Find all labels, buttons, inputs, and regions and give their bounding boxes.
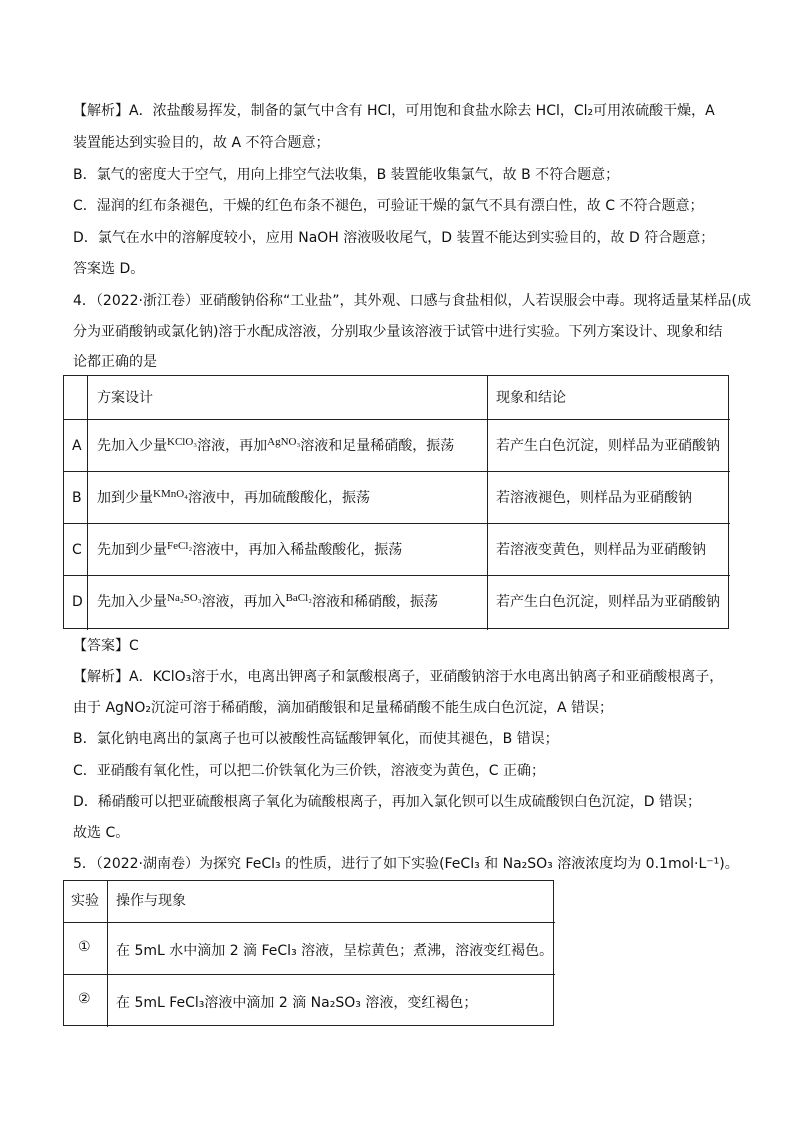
row-label: A bbox=[72, 438, 82, 454]
stem-line: 论都正确的是 bbox=[73, 354, 157, 370]
result-cell: 若溶液变黄色，则样品为亚硝酸钠 bbox=[496, 542, 706, 558]
analysis-line: B．氯气的密度大于空气，用向上排空气法收集，B 装置能收集氯气，故 B 不符合题意； bbox=[73, 167, 620, 183]
table-header-result: 现象和结论 bbox=[496, 390, 566, 406]
analysis-line: D．稀硝酸可以把亚硫酸根离子氧化为硫酸根离子，再加入氯化钡可以生成硫酸钡白色沉淀，D 错误； bbox=[73, 794, 702, 810]
question-4-table bbox=[63, 375, 729, 629]
stem-line: 分为亚硝酸钠或氯化钠)溶于水配成溶液，分别取少量该溶液于试管中进行实验。下列方案设计、现象和结 bbox=[73, 324, 723, 340]
design-cell: 先加到少量$^{FeCl_2}$溶液中，再加入稀盐酸酸化，振荡 bbox=[97, 540, 403, 558]
stem-line: 4．（2022·浙江卷）亚硝酸钠俗称“工业盐”，其外观、口感与食盐相似，人若误服会中毒。现将适量某样品(成 bbox=[73, 293, 751, 309]
row-label: B bbox=[72, 490, 82, 506]
result-cell: 若溶液褪色，则样品为亚硝酸钠 bbox=[496, 490, 692, 506]
question-5-table bbox=[63, 880, 554, 1026]
analysis-line: 答案选 D。 bbox=[73, 261, 145, 277]
table-header-design: 方案设计 bbox=[97, 390, 153, 406]
row-label: ② bbox=[78, 991, 91, 1007]
analysis-line: C．亚硝酸有氧化性，可以把二价铁氧化为三价铁，溶液变为黄色，C 正确； bbox=[73, 763, 545, 779]
analysis-line: 【解析】A．KClO₃溶于水，电离出钾离子和氯酸根离子，亚硝酸钠溶于水电离出钠离子和亚硝酸根离子， bbox=[73, 669, 724, 685]
design-cell: 加到少量$^{KMnO_4}$溶液中，再加硫酸酸化，振荡 bbox=[97, 488, 371, 506]
analysis-line: D．氯气在水中的溶解度较小，应用 NaOH 溶液吸收尾气，D 装置不能达到实验目的，故 D 符合题意； bbox=[73, 230, 715, 246]
analysis-line: 由于 AgNO₂沉淀可溶于稀硝酸，滴加硝酸银和足量稀硝酸不能生成白色沉淀，A 错误； bbox=[73, 700, 614, 716]
operation-cell: 在 5mL 水中滴加 2 滴 FeCl₃ 溶液，呈棕黄色；煮沸，溶液变红褐色。 bbox=[116, 943, 554, 959]
operation-cell: 在 5mL FeCl₃溶液中滴加 2 滴 Na₂SO₃ 溶液，变红褐色； bbox=[116, 995, 478, 1011]
design-cell: 先加入少量$^{Na_2SO_3}$溶液，再加入$^{BaCl_2}$溶液和稀硝酸，振荡 bbox=[97, 592, 439, 610]
analysis-line: 故选 C。 bbox=[73, 825, 130, 841]
question-5-stem: 5．（2022·湖南卷）为探究 FeCl₃ 的性质，进行了如下实验(FeCl₃ 和 Na₂SO₃ 溶液浓度均为 0.1mol·L⁻¹)。 bbox=[73, 856, 739, 872]
analysis-line: 【解析】A．浓盐酸易挥发，制备的氯气中含有 HCl，可用饱和食盐水除去 HCl，Cl₂可用浓硫酸干燥，A bbox=[73, 103, 715, 119]
design-cell: 先加入少量$^{KClO_3}$溶液，再加$^{AgNO_3}$溶液和足量稀硝酸，振荡 bbox=[97, 436, 455, 454]
analysis-line: B．氯化钠电离出的氯离子也可以被酸性高锰酸钾氧化，而使其褪色，B 错误； bbox=[73, 731, 559, 747]
result-cell: 若产生白色沉淀，则样品为亚硝酸钠 bbox=[496, 594, 720, 610]
table-header-experiment: 实验 bbox=[71, 893, 99, 909]
row-label: C bbox=[72, 542, 82, 558]
row-label: ① bbox=[78, 939, 91, 955]
row-label: D bbox=[72, 594, 83, 610]
answer-q4: 【答案】C bbox=[73, 638, 139, 654]
analysis-line: 装置能达到实验目的，故 A 不符合题意； bbox=[73, 135, 330, 151]
analysis-line: C．湿润的红布条褪色，干燥的红色布条不褪色，可验证干燥的氯气不具有漂白性，故 C 不符合题意； bbox=[73, 198, 704, 214]
table-header-operation: 操作与现象 bbox=[116, 893, 186, 909]
result-cell: 若产生白色沉淀，则样品为亚硝酸钠 bbox=[496, 438, 720, 454]
